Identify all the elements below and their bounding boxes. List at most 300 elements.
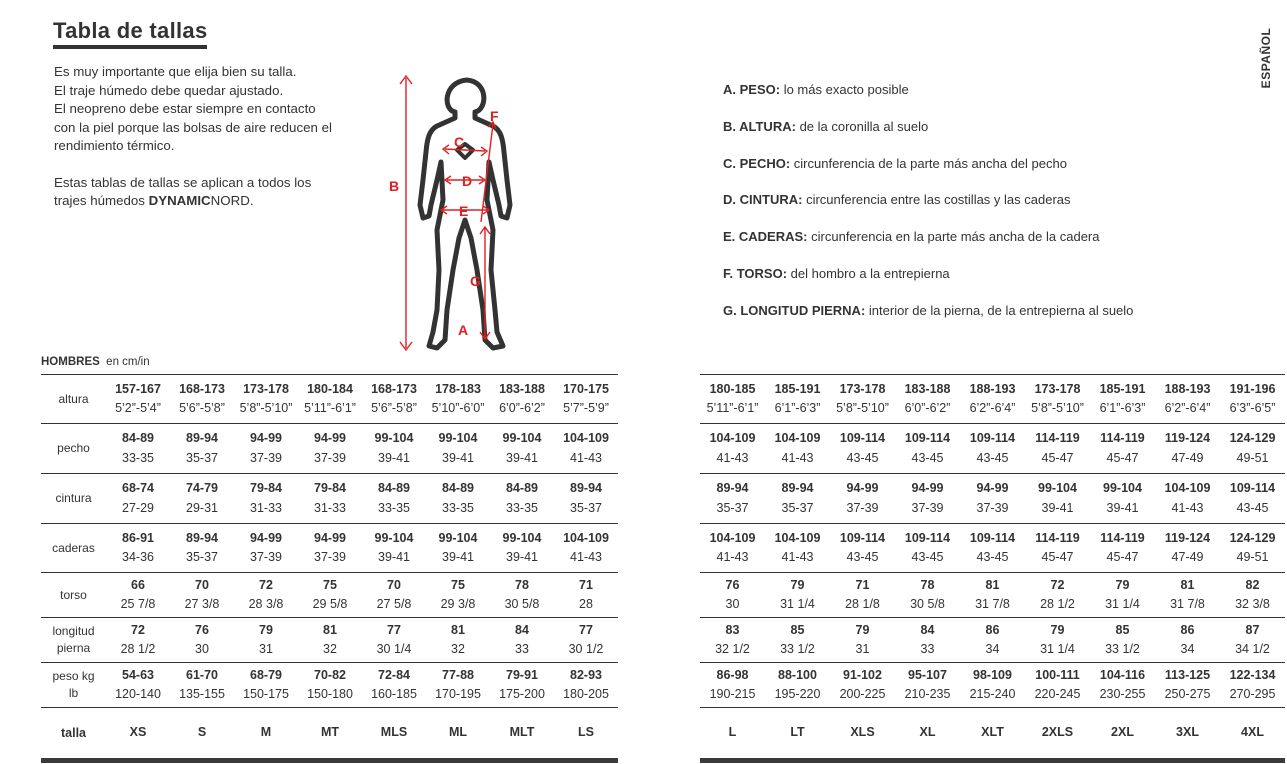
size-table-left	[41, 374, 618, 763]
metric-value: 89-94	[186, 431, 218, 445]
table-cell	[960, 375, 1025, 423]
imperial-value: 27 5/8	[376, 597, 412, 611]
metric-value: 84	[515, 622, 529, 637]
metric-value: 99-104	[438, 431, 478, 445]
table-cell	[1155, 474, 1220, 523]
metric-value: 81	[985, 577, 1000, 592]
imperial-value: 32 3/8	[1235, 597, 1270, 611]
imperial-value: 220-245	[1034, 687, 1081, 701]
metric-value: 79	[790, 577, 805, 592]
metric-value: 79	[259, 622, 273, 637]
table-cell	[1025, 474, 1090, 523]
size-label: XLT	[981, 725, 1004, 740]
imperial-value: 29 3/8	[440, 597, 476, 611]
metric-value: 94-99	[250, 431, 282, 445]
table-cell	[554, 524, 618, 572]
intro-paragraph-1: Es muy importante que elija bien su talla. El traje húmedo debe quedar ajustado. El neopreno debe estar siempre en contacto con la piel porque las bolsas de aire reducen el rendimiento térmico.	[54, 64, 332, 153]
imperial-value: 28 1/2	[120, 642, 156, 656]
table-cell	[765, 663, 830, 707]
metric-value: 89-94	[186, 530, 218, 545]
imperial-value: 5’7”-5’9”	[563, 401, 609, 415]
row-label: cintura	[55, 491, 92, 505]
label-d: D	[462, 173, 473, 189]
table-cell	[1220, 474, 1285, 523]
metric-value: 82	[1245, 577, 1260, 592]
imperial-value: 5’6”-5’8”	[371, 401, 417, 415]
imperial-value: 41-43	[570, 550, 602, 564]
table-cell	[1220, 663, 1285, 707]
imperial-value: 32	[323, 642, 337, 656]
metric-value: 91-102	[843, 667, 882, 682]
metric-value: 72	[259, 577, 273, 592]
imperial-value: 150-180	[307, 687, 353, 701]
metric-value: 81	[1180, 577, 1195, 592]
table-cell	[554, 573, 618, 617]
imperial-value: 200-225	[839, 687, 886, 701]
table-cell	[298, 375, 362, 423]
metric-value: 89-94	[781, 481, 814, 495]
table-row-longitud	[41, 618, 618, 663]
size-label: MLT	[509, 725, 535, 740]
table-cell	[1090, 375, 1155, 423]
metric-value: 183-188	[904, 381, 951, 396]
table-cell	[170, 375, 234, 423]
size-label: L	[728, 725, 737, 740]
imperial-value: 43-45	[911, 450, 944, 465]
imperial-value: 5’8”-5’10”	[836, 401, 889, 415]
table-cell	[895, 573, 960, 617]
metric-value: 79-84	[250, 481, 282, 495]
metric-value: 104-109	[774, 530, 821, 545]
table-cell	[234, 424, 298, 473]
size-table-right	[700, 374, 1285, 763]
metric-value: 77	[579, 622, 593, 637]
metric-value: 173-178	[243, 381, 289, 396]
imperial-value: 270-295	[1229, 687, 1276, 701]
imperial-value: 35-37	[186, 450, 218, 465]
metric-value: 77-88	[442, 667, 474, 682]
imperial-value: 195-220	[774, 687, 821, 701]
table-cell	[106, 573, 170, 617]
table-cell	[106, 663, 170, 707]
table-cell	[490, 474, 554, 523]
metric-value: 84-89	[506, 481, 538, 495]
metric-value: 114-119	[1100, 530, 1145, 545]
imperial-value: 41-43	[781, 550, 814, 564]
metric-value: 99-104	[502, 530, 542, 545]
metric-value: 54-63	[122, 667, 154, 682]
table-cell	[700, 573, 765, 617]
imperial-value: 34	[985, 642, 1000, 656]
imperial-value: 37-39	[911, 500, 944, 515]
imperial-value: 25 7/8	[120, 597, 156, 611]
imperial-value: 120-140	[115, 687, 161, 701]
metric-value: 104-109	[1164, 481, 1211, 495]
metric-value: 81	[323, 622, 337, 637]
imperial-value: 29-31	[186, 500, 218, 515]
imperial-value: 33-35	[506, 500, 538, 515]
table-cell	[895, 524, 960, 572]
table-cell	[1025, 424, 1090, 473]
table-cell	[426, 375, 490, 423]
metric-value: 114-119	[1035, 431, 1080, 445]
table-cell	[298, 524, 362, 572]
imperial-value: 31-33	[250, 500, 282, 515]
imperial-value: 6’3”-6’5”	[1229, 401, 1276, 415]
imperial-value: 37-39	[846, 500, 879, 515]
table-cell	[830, 524, 895, 572]
metric-value: 109-114	[839, 431, 886, 445]
metric-value: 104-109	[709, 431, 756, 445]
imperial-value: 5’6”-5’8”	[179, 401, 225, 415]
imperial-value: 6’2”-6’4”	[1164, 401, 1211, 415]
metric-value: 104-109	[709, 530, 756, 545]
metric-value: 98-109	[973, 667, 1012, 682]
imperial-value: 5’2”-5’4”	[115, 401, 161, 415]
table-cell	[1090, 618, 1155, 662]
table-row-caderas	[41, 524, 618, 573]
imperial-value: 37-39	[250, 450, 282, 465]
metric-value: 77	[387, 622, 401, 637]
imperial-value: 41-43	[570, 450, 602, 465]
imperial-value: 5’8”-5’10”	[1031, 401, 1084, 415]
table-cell	[106, 524, 170, 572]
table-cell	[1025, 375, 1090, 423]
table-cell	[700, 524, 765, 572]
metric-value: 95-107	[908, 667, 947, 682]
metric-value: 124-129	[1229, 431, 1276, 445]
table-cell	[554, 618, 618, 662]
imperial-value: 43-45	[846, 450, 879, 465]
metric-value: 191-196	[1229, 381, 1276, 396]
row-label: pecho	[57, 441, 90, 455]
table-cell	[1155, 573, 1220, 617]
table-cell	[830, 424, 895, 473]
table-cell	[1025, 618, 1090, 662]
table-cell	[362, 663, 426, 707]
imperial-value: 34 1/2	[1235, 642, 1270, 656]
size-label: 3XL	[1176, 725, 1199, 740]
table-cell	[554, 375, 618, 423]
metric-value: 109-114	[969, 431, 1016, 445]
metric-value: 84-89	[122, 431, 154, 445]
metric-value: 109-114	[904, 530, 951, 545]
metric-value: 79	[1050, 622, 1065, 637]
imperial-value: 41-43	[781, 450, 814, 465]
table-cell	[1155, 663, 1220, 707]
imperial-value: 6’1”-6’3”	[1099, 401, 1146, 415]
table-cell	[765, 618, 830, 662]
imperial-value: 31	[855, 642, 870, 656]
imperial-value: 210-235	[904, 687, 951, 701]
metric-value: 109-114	[839, 530, 886, 545]
imperial-value: 250-275	[1164, 687, 1211, 701]
table-cell	[1220, 424, 1285, 473]
row-label: altura	[58, 391, 89, 406]
metric-value: 72	[131, 622, 145, 637]
metric-value: 79	[1115, 577, 1130, 592]
table-cell	[362, 424, 426, 473]
imperial-value: 43-45	[846, 550, 879, 564]
metric-value: 168-173	[371, 381, 417, 396]
imperial-value: 43-45	[976, 450, 1009, 465]
table-cell	[106, 424, 170, 473]
table-row-torso	[41, 573, 618, 618]
metric-value: 124-129	[1229, 530, 1276, 545]
table-cell	[830, 663, 895, 707]
imperial-value: 30 1/2	[568, 642, 604, 656]
metric-value: 83	[725, 622, 740, 637]
metric-value: 79-91	[506, 667, 538, 682]
imperial-value: 34-36	[122, 550, 154, 564]
table-cell	[830, 618, 895, 662]
imperial-value: 43-45	[1236, 500, 1269, 515]
imperial-value: 33-35	[442, 500, 474, 515]
metric-value: 82-93	[570, 667, 602, 682]
imperial-value: 35-37	[716, 500, 749, 515]
metric-value: 94-99	[846, 481, 879, 495]
legend-item: F. TORSO: del hombro a la entrepierna	[723, 265, 950, 281]
label-g: G	[470, 273, 481, 289]
table-cell	[895, 618, 960, 662]
table-cell	[554, 474, 618, 523]
imperial-value: 6’2”-6’4”	[969, 401, 1016, 415]
metric-value: 94-99	[314, 431, 346, 445]
metric-value: 88-100	[778, 667, 817, 682]
metric-value: 68-74	[122, 481, 154, 495]
table-row-cintura	[41, 474, 618, 524]
metric-value: 86-98	[716, 667, 749, 682]
imperial-value: 31-33	[314, 500, 346, 515]
metric-value: 61-70	[186, 667, 218, 682]
size-label: MT	[320, 725, 340, 740]
imperial-value: 41-43	[1171, 500, 1204, 515]
table-row-altura	[41, 375, 618, 424]
imperial-value: 37-39	[250, 550, 282, 564]
metric-value: 114-119	[1035, 530, 1080, 545]
imperial-value: 28 3/8	[248, 597, 284, 611]
table-cell	[1220, 618, 1285, 662]
table-cell	[170, 618, 234, 662]
row-label: peso kg lb	[52, 669, 95, 700]
label-e: E	[459, 203, 469, 219]
imperial-value: 28 1/2	[1040, 597, 1075, 611]
imperial-value: 45-47	[1106, 550, 1139, 564]
table-cell	[960, 573, 1025, 617]
imperial-value: 30 5/8	[504, 597, 540, 611]
table-cell	[895, 663, 960, 707]
metric-value: 109-114	[904, 431, 951, 445]
table-row-talla	[41, 708, 618, 763]
size-label: M	[260, 725, 272, 740]
metric-value: 79	[855, 622, 870, 637]
label-f: F	[490, 108, 499, 124]
table-cell	[106, 375, 170, 423]
table-cell	[362, 474, 426, 523]
imperial-value: 33 1/2	[780, 642, 815, 656]
metric-value: 104-109	[563, 431, 609, 445]
table-cell	[234, 524, 298, 572]
metric-value: 188-193	[969, 381, 1016, 396]
metric-value: 119-124	[1164, 431, 1211, 445]
table-cell	[1155, 424, 1220, 473]
metric-value: 122-134	[1229, 667, 1276, 682]
table-cell	[426, 474, 490, 523]
metric-value: 79-84	[314, 481, 346, 495]
legend-item: G. LONGITUD PIERNA: interior de la pierna, de la entrepierna al suelo	[723, 302, 1134, 318]
imperial-value: 49-51	[1236, 550, 1269, 564]
table-cell	[106, 474, 170, 523]
intro-text	[54, 63, 374, 229]
table-cell	[1025, 573, 1090, 617]
metric-value: 114-119	[1100, 431, 1145, 445]
table-cell	[830, 375, 895, 423]
imperial-value: 150-175	[243, 687, 289, 701]
size-label: S	[197, 725, 207, 740]
metric-value: 86	[1180, 622, 1195, 637]
table-cell	[1155, 524, 1220, 572]
label-b: B	[389, 178, 400, 194]
table-cell	[298, 573, 362, 617]
table-cell	[1220, 524, 1285, 572]
size-label: XS	[129, 725, 147, 740]
imperial-value: 39-41	[506, 450, 538, 465]
table-cell	[426, 663, 490, 707]
table-cell	[1220, 375, 1285, 423]
imperial-value: 30	[725, 597, 740, 611]
table-cell	[426, 424, 490, 473]
table-cell	[1155, 618, 1220, 662]
table-row-peso	[700, 663, 1285, 708]
imperial-value: 27 3/8	[184, 597, 220, 611]
table-cell	[170, 573, 234, 617]
size-label: 2XL	[1111, 725, 1134, 740]
table-cell	[362, 573, 426, 617]
imperial-value: 29 5/8	[312, 597, 348, 611]
imperial-value: 33 1/2	[1105, 642, 1140, 656]
metric-value: 89-94	[570, 481, 602, 495]
metric-value: 100-111	[1035, 667, 1080, 682]
metric-value: 188-193	[1164, 381, 1211, 396]
metric-value: 185-191	[774, 381, 821, 396]
imperial-value: 35-37	[186, 550, 218, 564]
metric-value: 86	[985, 622, 1000, 637]
imperial-value: 37-39	[314, 450, 346, 465]
metric-value: 180-184	[307, 381, 353, 396]
imperial-value: 35-37	[781, 500, 814, 515]
imperial-value: 45-47	[1041, 550, 1074, 564]
table-cell	[895, 375, 960, 423]
metric-value: 71	[855, 577, 870, 592]
metric-value: 113-125	[1164, 667, 1211, 682]
brand-name: DYNAMIC	[148, 193, 211, 208]
metric-value: 84-89	[442, 481, 474, 495]
metric-value: 76	[195, 622, 209, 637]
size-label: MLS	[380, 725, 408, 740]
table-cell	[765, 524, 830, 572]
table-cell	[426, 618, 490, 662]
table-cell	[298, 618, 362, 662]
imperial-value: 33-35	[122, 450, 154, 465]
legend-item: A. PESO: lo más exacto posible	[723, 82, 909, 97]
imperial-value: 37-39	[976, 500, 1009, 515]
table-cell	[170, 424, 234, 473]
row-label: torso	[60, 587, 87, 602]
size-label: LT	[790, 725, 805, 740]
imperial-value: 27-29	[122, 500, 154, 515]
imperial-value: 5’8”-5’10”	[239, 401, 293, 415]
table-cell	[362, 618, 426, 662]
table-cell	[765, 375, 830, 423]
table-cell	[765, 573, 830, 617]
table-cell	[426, 573, 490, 617]
imperial-value: 41-43	[716, 450, 749, 465]
metric-value: 99-104	[502, 431, 542, 445]
imperial-value: 230-255	[1099, 687, 1146, 701]
imperial-value: 31 7/8	[975, 597, 1010, 611]
metric-value: 94-99	[911, 481, 944, 495]
metric-value: 94-99	[976, 481, 1009, 495]
metric-value: 71	[579, 577, 593, 592]
metric-value: 99-104	[374, 431, 414, 445]
metric-value: 84-89	[378, 481, 410, 495]
imperial-value: 5’10”-6’0”	[431, 401, 485, 415]
size-label: LS	[578, 725, 594, 740]
metric-value: 86-91	[122, 530, 154, 545]
table-cell	[1090, 573, 1155, 617]
metric-value: 75	[451, 577, 465, 592]
metric-value: 173-178	[839, 381, 886, 396]
metric-value: 170-175	[563, 381, 609, 396]
table-cell	[490, 573, 554, 617]
imperial-value: 6’0”-6’2”	[904, 401, 951, 415]
imperial-value: 28 1/8	[845, 597, 880, 611]
metric-value: 72	[1050, 577, 1065, 592]
label-c: C	[454, 134, 465, 150]
metric-value: 70	[195, 577, 209, 592]
intro-paragraph-2: Estas tablas de tallas se aplican a todos los trajes húmedos DYNAMICNORD.	[54, 174, 312, 208]
metric-value: 78	[515, 577, 529, 592]
table-cell	[298, 663, 362, 707]
imperial-value: 170-195	[435, 687, 481, 701]
metric-value: 109-114	[1229, 481, 1276, 495]
size-label: 2XLS	[1041, 725, 1074, 740]
metric-value: 74-79	[186, 481, 218, 495]
table-row-peso	[41, 663, 618, 708]
imperial-value: 47-49	[1171, 450, 1204, 465]
table-cell	[234, 474, 298, 523]
metric-value: 104-109	[563, 530, 609, 545]
imperial-value: 31 1/4	[780, 597, 815, 611]
imperial-value: 31 1/4	[1105, 597, 1140, 611]
metric-value: 185-191	[1099, 381, 1146, 396]
measurement-legend	[723, 81, 1133, 339]
imperial-value: 215-240	[969, 687, 1016, 701]
imperial-value: 180-205	[563, 687, 609, 701]
imperial-value: 39-41	[1106, 500, 1139, 515]
table-row-pecho	[41, 424, 618, 474]
imperial-value: 39-41	[442, 450, 474, 465]
imperial-value: 30 1/4	[376, 642, 412, 656]
table-row-pecho	[700, 424, 1285, 474]
imperial-value: 34	[1180, 642, 1195, 656]
table-cell	[362, 524, 426, 572]
table-cell	[960, 663, 1025, 707]
label-a: A	[458, 322, 469, 338]
table-cell	[554, 424, 618, 473]
metric-value: 99-104	[374, 530, 414, 545]
table-cell	[106, 618, 170, 662]
